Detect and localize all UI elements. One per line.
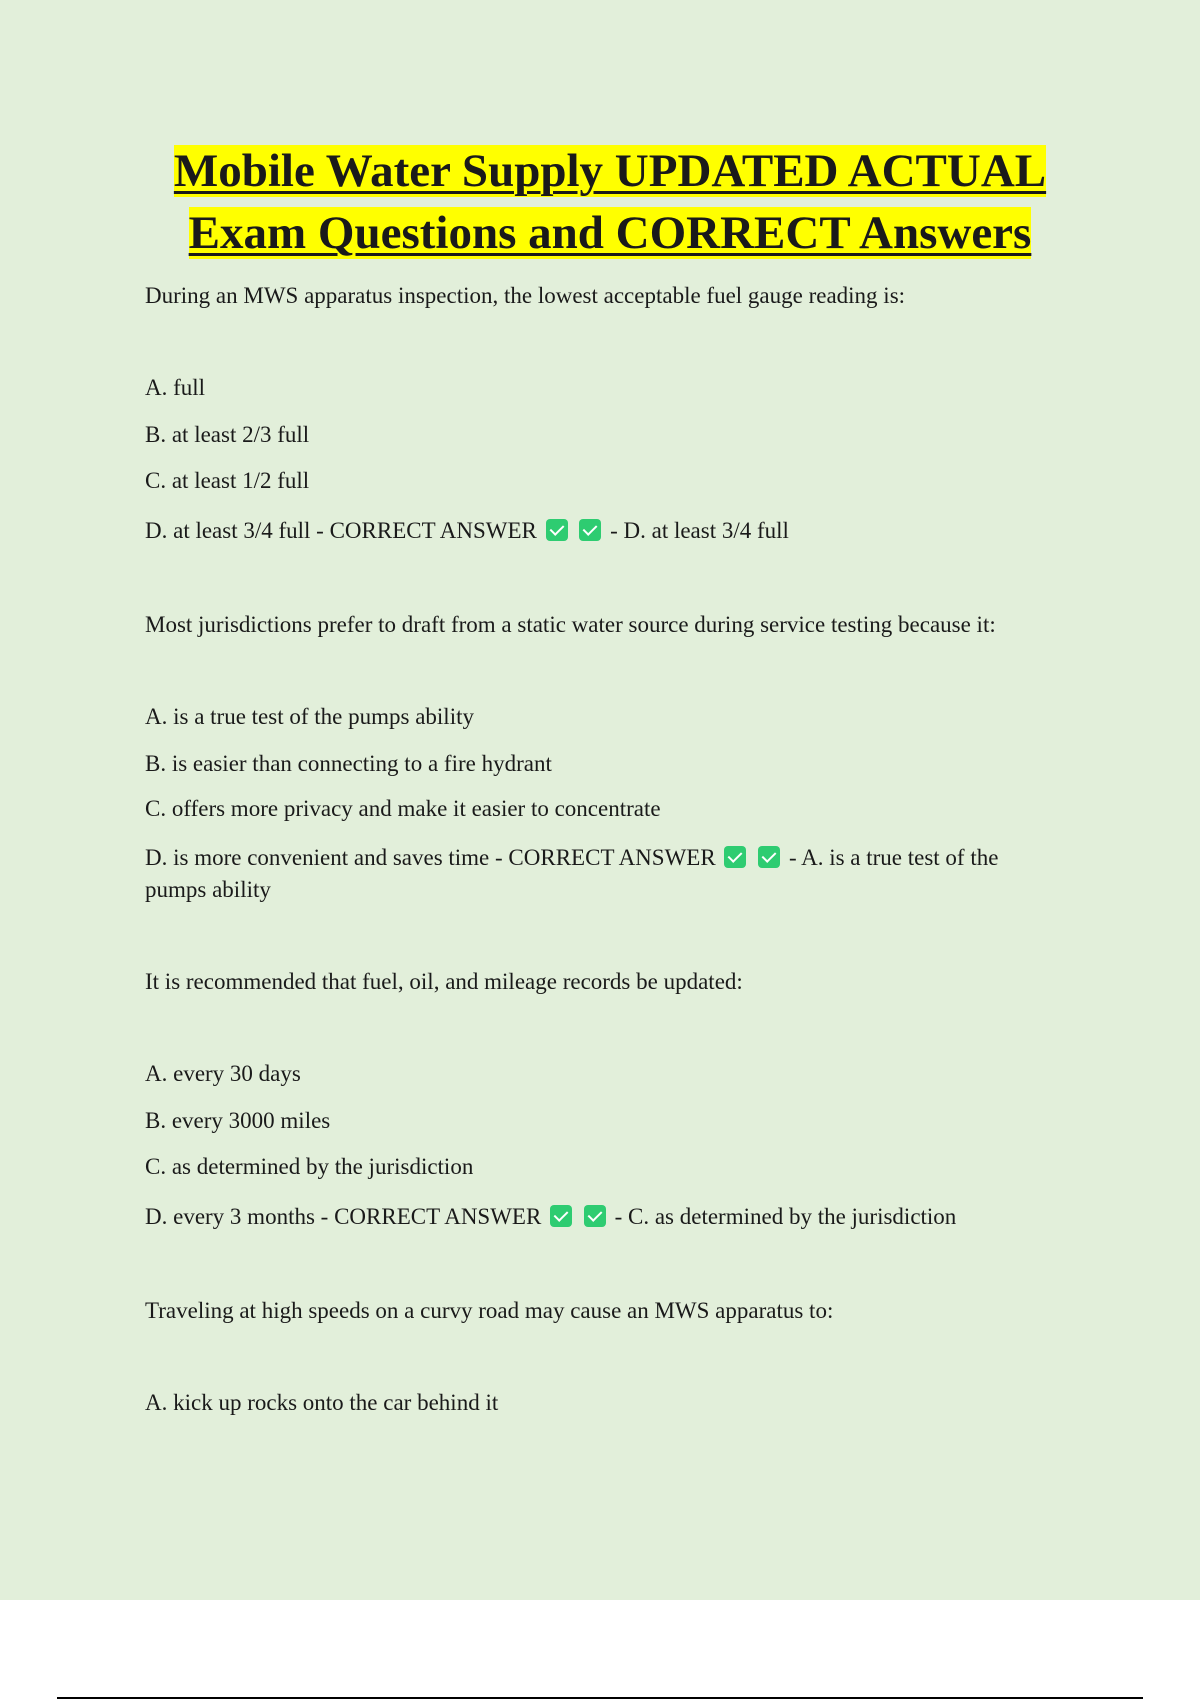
option-with-answer (145, 842, 1045, 906)
option: A. every 30 days (145, 1061, 301, 1086)
question-prompt: During an MWS apparatus inspection, the lowest acceptable fuel gauge reading is: (145, 283, 906, 308)
check-mark-icon (579, 519, 601, 541)
document-title (140, 140, 1080, 264)
option: A. is a true test of the pumps ability (145, 704, 474, 729)
option: C. as determined by the jurisdiction (145, 1154, 474, 1179)
check-mark-icon (724, 846, 746, 868)
option: A. kick up rocks onto the car behind it (145, 1390, 499, 1415)
option: B. every 3000 miles (145, 1108, 331, 1133)
option: C. at least 1/2 full (145, 468, 310, 493)
option: C. offers more privacy and make it easier to concentrate (145, 796, 661, 821)
option-with-answer (145, 515, 789, 547)
option: B. at least 2/3 full (145, 422, 310, 447)
question-prompt: It is recommended that fuel, oil, and mileage records be updated: (145, 969, 743, 994)
title-line-2: Exam Questions and CORRECT Answers (188, 207, 1032, 259)
check-mark-icon (550, 1205, 572, 1227)
option: A. full (145, 375, 206, 400)
correct-answer: - C. as determined by the jurisdiction (614, 1204, 957, 1229)
question-prompt: Traveling at high speeds on a curvy road may cause an MWS apparatus to: (145, 1298, 834, 1323)
correct-answer: - D. at least 3/4 full (610, 518, 789, 543)
check-mark-icon (758, 846, 780, 868)
option: B. is easier than connecting to a fire hydrant (145, 751, 552, 776)
option-with-answer (145, 1201, 956, 1233)
check-mark-icon (546, 519, 568, 541)
correct-answer: - A. is a true test of the pumps ability (145, 845, 999, 902)
option-text: D. is more convenient and saves time - CORRECT ANSWER (145, 845, 716, 870)
option-text: D. at least 3/4 full - CORRECT ANSWER (145, 518, 537, 543)
footer-divider (57, 1697, 1143, 1699)
title-line-1: Mobile Water Supply UPDATED ACTUAL (173, 145, 1047, 197)
check-mark-icon (584, 1205, 606, 1227)
question-prompt: Most jurisdictions prefer to draft from a static water source during service testing because it: (145, 612, 996, 637)
option-text: D. every 3 months - CORRECT ANSWER (145, 1204, 542, 1229)
